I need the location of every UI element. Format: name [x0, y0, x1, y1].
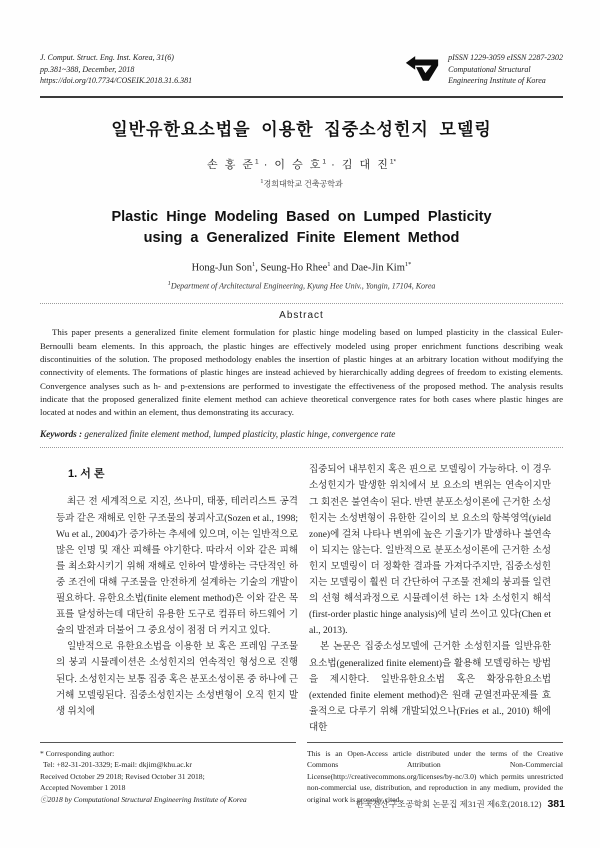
- author-en-2-sup: 1: [327, 261, 331, 269]
- affiliation-en-sup: 1: [167, 279, 171, 287]
- author-kr-1-sup: 1: [255, 157, 259, 165]
- affiliation-kr-sup: 1: [260, 177, 264, 185]
- body-column-right: [309, 462, 551, 736]
- footnote-rule-right: [307, 742, 563, 743]
- body-columns: [56, 462, 551, 736]
- section-1-heading: 1. 서 론: [68, 468, 105, 481]
- author-separator: ·: [258, 158, 275, 171]
- institute-block: [405, 52, 563, 87]
- journal-citation: [40, 52, 192, 87]
- abstract-top-rule: [40, 303, 563, 304]
- title-english: [40, 207, 563, 249]
- author-en-1: Hong-Jun Son: [191, 262, 252, 274]
- header-rule: [40, 96, 563, 98]
- footnote-rule-left: [40, 742, 296, 743]
- affiliation-en-text: Department of Architectural Engineering, Kyung Hee Univ., Yongin, 17104, Korea: [170, 281, 436, 291]
- abstract-bottom-rule: [40, 447, 563, 448]
- keywords-text: generalized finite element method, lumped plasticity, plastic hinge, convergence rate: [84, 429, 396, 440]
- accepted-date: Accepted November 1 2018: [40, 783, 126, 793]
- keywords-separator: :: [76, 429, 85, 440]
- author-separator: ·: [326, 158, 342, 171]
- journal-header: [40, 52, 563, 87]
- authors-english: [40, 261, 563, 274]
- body-paragraph: 집중되어 내부힌지 혹은 핀으로 모델링이 가능하다. 이 경우 소성힌지가 발생한 위치에서 보 요소의 변위는 연속이지만 그 회전은 불연속이 된다. 반면 분포소성이론에 근거한 소성힌지는 소성변형이 유한한 길이의 보 요소의 항복영역(yield zone)에 걸쳐 나타나 변위에 높은 기울기가 발생하나 불연속이 되지는 않는다. 일반적으로 분포소성이론에 근거한 소성힌지 모델링이 더 정확한 결과를 가져다주지만, 집중소성힌지는 모델링이 훨씬 더 간단하여 구조물 전체의 붕괴를 일련의 선형 해석과정으로 시뮬레이션 하는 1차 소성힌지 해석(first-order plastic hinge analysis)에 널리 쓰이고 있다(Chen et al., 2013).: [309, 465, 551, 637]
- author-kr-1: 손 홍 준: [207, 158, 256, 171]
- title-korean: 일반유한요소법을 이용한 집중소성힌지 모델링: [111, 119, 492, 139]
- license-block: [307, 742, 563, 805]
- affiliation-english: [40, 280, 563, 291]
- page-footline: [356, 798, 565, 810]
- corresponding-author-label: * Corresponding author:: [40, 748, 115, 758]
- body-paragraph: 일반적으로 유한요소법을 이용한 보 혹은 프레임 구조물의 붕괴 시뮬레이션은 소성힌지의 연속적인 형성으로 진행된다. 소성힌지는 보통 집중 혹은 분포소성이론 중 하나에 근거해 모델링된다. 집중소성힌지는 소성변형이 오직 힌지 발생 위치에: [56, 642, 298, 717]
- corresponding-author-contact: Tel: +82-31-201-3329; E-mail: dkjim@khu.ac.kr: [43, 760, 192, 770]
- author-kr-2-sup: 1: [322, 157, 327, 165]
- journal-citation-line: J. Comput. Struct. Eng. Inst. Korea, 31(6): [40, 53, 174, 62]
- institute-text: [448, 52, 563, 87]
- copyright-notice: ⓒ2018 by Computational Structural Engineering Institute of Korea: [40, 794, 247, 804]
- author-kr-3: 김 대 진: [341, 158, 390, 171]
- title-english-line1: Plastic Hinge Modeling Based on Lumped Plasticity: [111, 209, 492, 226]
- author-separator: and: [330, 262, 351, 274]
- institute-name-line1: Computational Structural: [448, 64, 531, 74]
- author-separator: ,: [255, 262, 261, 274]
- title-english-line2: using a Generalized Finite Element Method: [143, 230, 460, 247]
- institute-name-line2: Engineering Institute of Korea: [448, 76, 546, 85]
- journal-doi: https://doi.org/10.7734/COSEIK.2018.31.6.381: [40, 76, 193, 85]
- author-en-3-sup: 1*: [404, 261, 412, 269]
- corresponding-author-block: [40, 742, 296, 805]
- footnote-row: [40, 742, 563, 805]
- page-number: 381: [547, 798, 565, 810]
- journal-name-korean: 한국전산구조공학회 논문집 제31권 제6호(2018.12): [355, 799, 542, 809]
- journal-pages-date: pp.381~388, December, 2018: [40, 64, 135, 74]
- abstract-heading: Abstract: [279, 310, 324, 322]
- affiliation-korean: [40, 178, 563, 190]
- author-kr-2: 이 승 호: [274, 158, 323, 171]
- open-access-notice: This is an Open-Access article distributed under the terms of the Creative Commons Attribution Non-Commercial License(http://creativecommons.org/licenses/by-nc/3.0) which permits unrestricted non-commercial use, distribution, and reproduction in any medium, provided the original work is properly cited.: [307, 748, 563, 804]
- issn-line: pISSN 1229-3059 eISSN 2287-2302: [448, 53, 563, 62]
- author-en-3: Dae-Jin Kim: [350, 262, 405, 274]
- author-kr-3-sup: 1*: [389, 157, 396, 165]
- keywords-line: [40, 429, 563, 439]
- author-en-1-sup: 1: [251, 261, 256, 269]
- affiliation-kr-text: 경희대학교 건축공학과: [263, 179, 343, 189]
- body-paragraph: 최근 전 세계적으로 지진, 쓰나미, 태풍, 테러리스트 공격 등과 같은 재해로 인한 구조물의 붕괴사고(Sozen et al., 1998; Wu et al., 2004)가 증가하는 추세에 있으며, 이는 일반적으로 많은 인명 및 재산 피해를 야기한다. 따라서 이와 같은 피해를 최소화시키기 위해 재해로 인하여 발생하는 극단적인 하중 조건에 대해 구조물을 안전하게 설계하는 기술의 개발이 필요하다. 유한요소법(finite element method)은 이와 같은 목표를 달성하는데 대단히 유용한 도구로 컴퓨터 하드웨어 기술의 발전과 더불어 그 중요성이 점점 더 커지고 있다.: [56, 497, 298, 637]
- author-en-2: Seung-Ho Rhee: [260, 262, 328, 274]
- received-revised-dates: Received October 29 2018; Revised October 31 2018;: [40, 771, 205, 781]
- keywords-label: Keywords: [40, 429, 77, 440]
- coseik-logo-icon: [405, 54, 439, 82]
- authors-korean: [40, 156, 563, 172]
- body-paragraph: 본 논문은 집중소성모델에 근거한 소성힌지를 일반유한요소법(generalized finite element)을 활용해 모델링하는 방법을 제시한다. 일반유한요소법 혹은 확장유한요소법(extended finite element method)은 원래 균열전파문제를 효율적으로 다루기 위해 개발되었으나(Fries et al., 2010) 해에 대한: [309, 642, 551, 733]
- abstract-text: This paper presents a generalized finite element formulation for plastic hinge modeling based on lumped plasticity in the classical Euler-Bernoulli beam elements. In this approach, the plastic hinges are effectively modeled using proper enrichment functions describing weak discontinuities of the solution. The proposed methodology enables the insertion of plastic hinges at an arbitrary location without modifying the connectivity of elements. The formations of plastic hinges are instead achieved by hierarchically adding degrees of freedom to existing elements. Convergence analyses such as h- and p-extensions are performed to investigate the effectiveness of the proposed method. The analysis results indicate that the proposed generalized finite element method can achieve theoretical convergence rates for both cases where plastic hinges are located at nodes and within an element, thus demonstrating its accuracy.: [40, 327, 563, 418]
- body-column-left: [56, 462, 298, 736]
